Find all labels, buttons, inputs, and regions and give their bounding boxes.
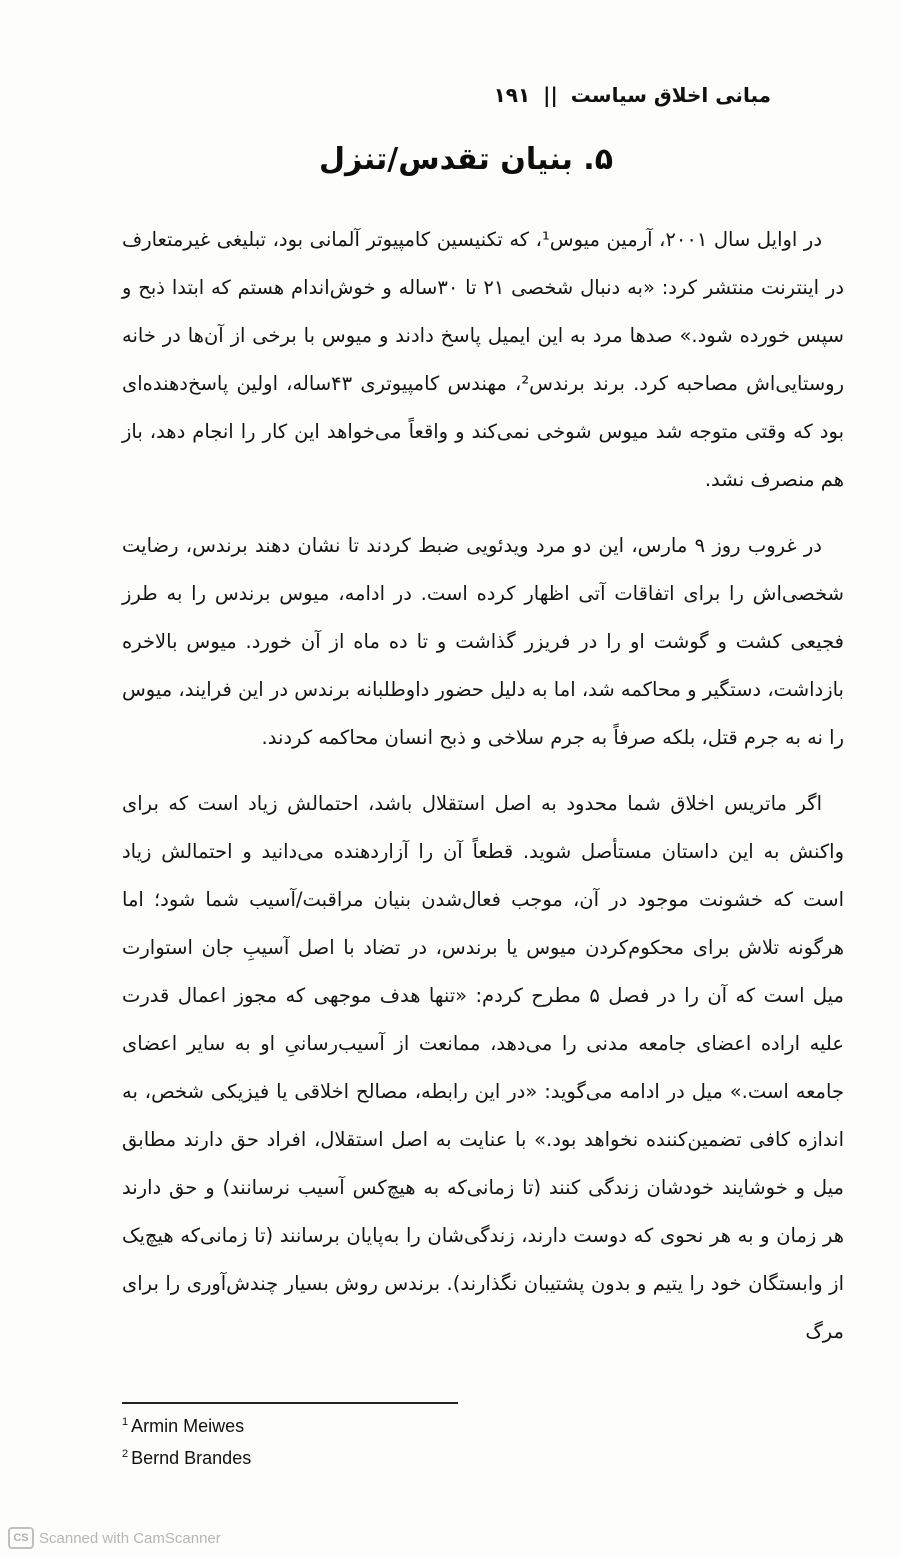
footnote-text: Bernd Brandes	[131, 1448, 252, 1468]
footnote-divider	[122, 1402, 458, 1404]
body-text	[122, 216, 844, 1374]
footnote-2	[122, 1440, 522, 1472]
footnote-marker: 2	[122, 1448, 129, 1460]
watermark-text: Scanned with CamScanner	[39, 1529, 221, 1547]
footnote-text: Armin Meiwes	[131, 1416, 245, 1436]
scanner-watermark	[8, 1527, 221, 1549]
paragraph-2: در غروب روز ۹ مارس، این دو مرد ویدئویی ضبط کردند تا نشان دهند برندس، رضایت شخصی‌اش را برای اتفاقات آتی اظهار کرده است. در ادامه، میوس برندس را به طرز فجیعی کشت و گوشت او را در فریزر گذاشت و تا ده ماه از آن خورد. میوس بالاخره بازداشت، دستگیر و محاکمه شد، اما به دلیل حضور داوطلبانه برندس در این فرایند، میوس را نه به جرم قتل، بلکه صرفاً به جرم سلاخی و ذبح انسان محاکمه کردند.	[122, 534, 844, 749]
footnote-1	[122, 1408, 522, 1440]
camscanner-logo-icon: CS	[8, 1527, 34, 1549]
header-separator: ||	[543, 83, 558, 107]
footnote-marker: 1	[122, 1416, 129, 1428]
book-title: مبانی اخلاق سیاست	[570, 83, 771, 107]
footnotes	[122, 1408, 522, 1472]
paragraph-1: در اوایل سال ۲۰۰۱، آرمین میوس¹، که تکنیسین کامپیوتر آلمانی بود، تبلیغی غیرمتعارف در اینترنت منتشر کرد: «به دنبال شخصی ۲۱ تا ۳۰ساله و خوش‌اندام هستم که ابتدا ذبح و سپس خورده شود.» صدها مرد به این ایمیل پاسخ دادند و میوس با برخی از آن‌ها در خانه روستایی‌اش مصاحبه کرد. برند برندس²، مهندس کامپیوتری ۴۳ساله، اولین پاسخ‌دهنده‌ای بود که وقتی متوجه شد میوس شوخی نمی‌کند و واقعاً می‌خواهد این کار را انجام دهد، باز هم منصرف نشد.	[122, 228, 845, 491]
chapter-title: ۵. بنیان تقدس/تنزل	[319, 142, 613, 177]
paragraph-3: اگر ماتریس اخلاق شما محدود به اصل استقلال باشد، احتمالش زیاد است که برای واکنش به این داستان مستأصل شوید. قطعاً آن را آزاردهنده می‌دانید و احتمالش زیاد است که خشونت موجود در آن، موجب فعال‌شدن بنیان مراقبت/آسیب شما شود؛ اما هرگونه تلاش برای محکوم‌کردن میوس یا برندس، در تضاد با اصل آسیبِ جان استوارت میل است که آن را در فصل ۵ مطرح کردم: «تنها هدف موجهی که مجوز اعمال قدرت علیه اراده اعضای جامعه مدنی را می‌دهد، ممانعت از آسیب‌رسانیِ او به سایر اعضای جامعه است.» میل در ادامه می‌گوید: «در این رابطه، مصالح اخلاقی یا فیزیکی شخص، به اندازه کافی تضمین‌کننده نخواهد بود.» با عنایت به اصل استقلال، افراد حق دارند مطابق میل و خوشایند خودشان زندگی کنند (تا زمانی‌که به هیچ‌کس آسیب نرسانند) و حق دارند هر زمان و به هر نحوی که دوست دارند، زندگی‌شان را به‌پایان برسانند (تا زمانی‌که هیچ‌یک از وابستگان خود را یتیم و بدون پشتیبان نگذارند). برندس روش بسیار چندش‌آوری را برای مرگ	[122, 792, 844, 1343]
page-number: ۱۹۱	[493, 83, 531, 107]
running-header	[122, 83, 771, 107]
